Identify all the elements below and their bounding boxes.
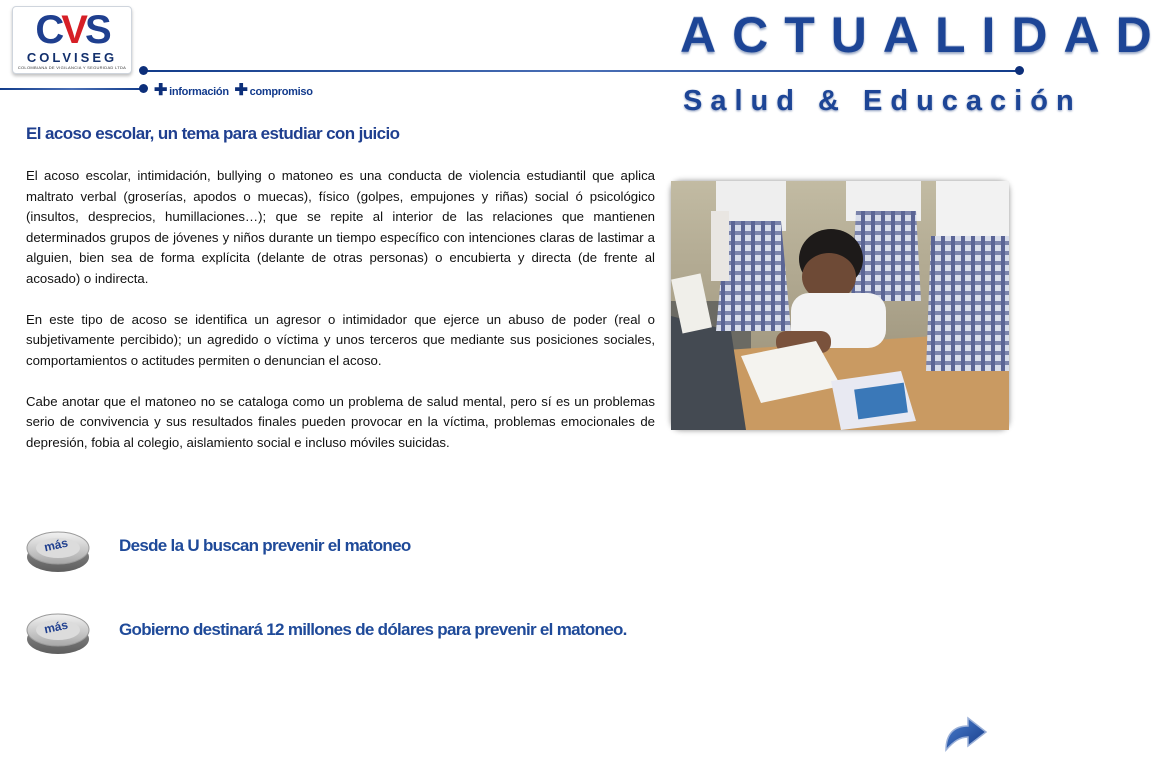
related-link-gobierno-matoneo[interactable]: Gobierno destinará 12 millones de dólares para prevenir el matoneo. <box>119 620 627 639</box>
bullying-photo <box>671 181 1009 430</box>
divider-node-dot <box>139 66 148 75</box>
header-divider-lower <box>0 88 144 90</box>
divider-node-dot <box>1015 66 1024 75</box>
article-paragraph: El acoso escolar, intimidación, bullying o matoneo es una conducta de violencia estudiantil que aplica maltrato verbal (groserías, apodos o muecas), físico (golpes, empujones y riñas) social ó psicológico (insultos, desprecios, humillaciones…); que se repite al interior de las relaciones que mantienen determinados grupos de jóvenes y niños durante un tiempo específico con intenciones claras de lastimar a alguien, bien sea de forma explícita (delante de otras personas) o encubierta y directa (de frente al acosado) o indirecta. <box>26 168 655 286</box>
article-paragraph: Cabe anotar que el matoneo no se cataloga como un problema de salud mental, pero sí es un problemas serio de convivencia y sus resultados finales pueden provocar en la víctima, problemas emocionales de depresión, fobia al colegio, aislamiento social e incluso móviles suicidas. <box>26 393 655 450</box>
related-link-matoneo-universidad[interactable]: Desde la U buscan prevenir el matoneo <box>119 536 411 555</box>
logo-subtitle: COLOMBIANA DE VIGILANCIA Y SEGURIDAD LTDA <box>17 65 127 70</box>
tagline <box>154 80 313 100</box>
plus-icon: ✚ <box>154 82 168 99</box>
logo-mark: CVS <box>35 8 109 52</box>
article-body <box>26 166 655 474</box>
colviseg-logo <box>12 6 132 74</box>
curved-arrow-icon[interactable] <box>940 706 992 758</box>
section-subtitle: Salud & Educación <box>683 85 1082 117</box>
plus-icon: ✚ <box>234 82 248 99</box>
section-title: ACTUALIDAD <box>680 7 1168 63</box>
header-divider-upper <box>144 70 1020 72</box>
tagline-item-compromiso: compromiso <box>249 86 313 98</box>
tagline-item-informacion: información <box>169 86 229 98</box>
more-button[interactable] <box>26 524 90 574</box>
logo-name: COLVISEG <box>26 50 118 65</box>
more-button[interactable] <box>26 606 90 656</box>
divider-node-dot <box>139 84 148 93</box>
article-headline: El acoso escolar, un tema para estudiar con juicio <box>26 124 400 143</box>
more-button-label: más <box>42 617 70 637</box>
article-paragraph: En este tipo de acoso se identifica un agresor o intimidador que ejerce un abuso de poder (real o subjetivamente percibido); un agredido o víctima y unos terceros que mediante sus posiciones sociales, comportamientos o actitudes permiten o denuncian el acoso. <box>26 311 655 368</box>
more-button-label: más <box>42 535 70 555</box>
